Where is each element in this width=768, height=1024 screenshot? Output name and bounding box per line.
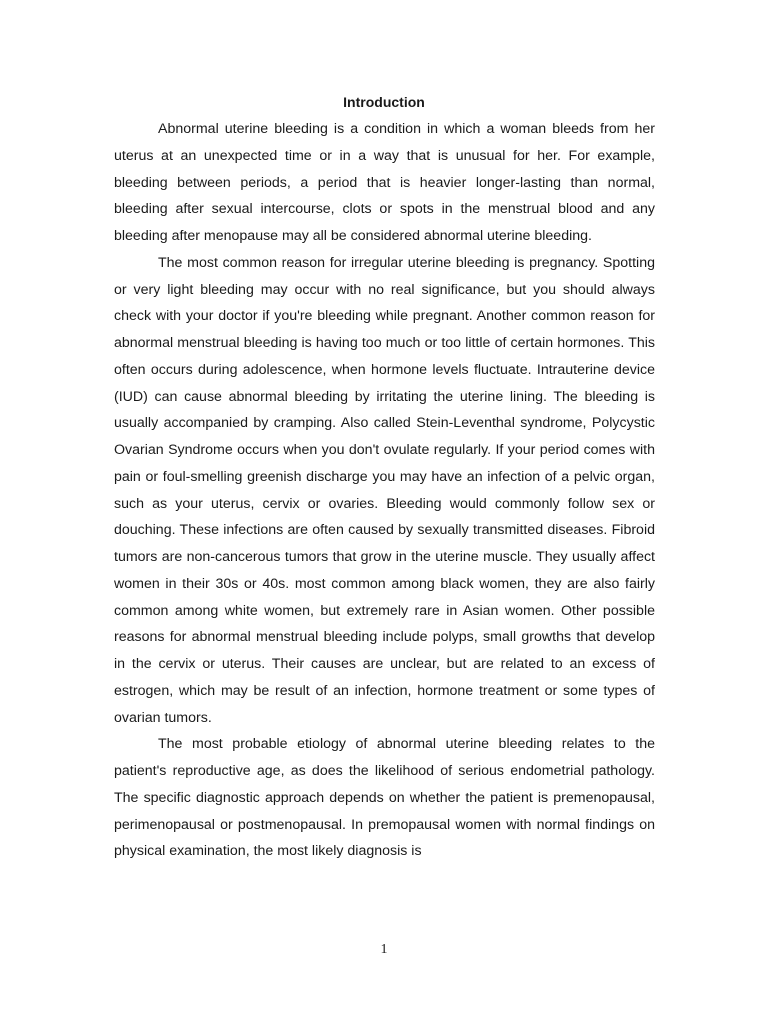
paragraph-3: The most probable etiology of abnormal uterine bleeding relates to the patient's reproductive age, as does the likelihood of serious endometrial pathology. The specific diagnostic approach depends on whether the patient is premenopausal, perimenopausal or postmenopausal. In premopausal women with normal findings on physical examination, the most likely diagnosis is	[114, 736, 655, 860]
section-title: Introduction	[343, 94, 425, 110]
paragraph-1: Abnormal uterine bleeding is a condition in which a woman bleeds from her uterus at an unexpected time or in a way that is unusual for her. For example, bleeding between periods, a period that is heavier longer-lasting than normal, bleeding after sexual intercourse, clots or spots in the menstrual blood and any bleeding after menopause may all be considered abnormal uterine bleeding.	[114, 121, 655, 244]
paragraph-2: The most common reason for irregular uterine bleeding is pregnancy. Spotting or very light bleeding may occur with no real significance, but you should always check with your doctor if you're bleeding while pregnant. Another common reason for abnormal menstrual bleeding is having too much or too little of certain hormones. This often occurs during adolescence, when hormone levels fluctuate. Intrauterine device (IUD) can cause abnormal bleeding by irritating the uterine lining. The bleeding is usually accompanied by cramping. Also called Stein-Leventhal syndrome, Polycystic Ovarian Syndrome occurs when you don't ovulate regularly. If your period comes with pain or foul-smelling greenish discharge you may have an infection of a pelvic organ, such as your uterus, cervix or ovaries. Bleeding would commonly follow sex or douching. These infections are often caused by sexually transmitted diseases. Fibroid tumors are non-cancerous tumors that grow in the uterine muscle. They usually affect women in their 30s or 40s. most common among black women, they are also fairly common among white women, but extremely rare in Asian women. Other possible reasons for abnormal menstrual bleeding include polyps, small growths that develop in the cervix or uterus. Their causes are unclear, but are related to an excess of estrogen, which may be result of an infection, hormone treatment or some types of ovarian tumors.	[114, 254, 655, 726]
body-text	[114, 116, 655, 865]
page-number: 1	[380, 942, 388, 957]
